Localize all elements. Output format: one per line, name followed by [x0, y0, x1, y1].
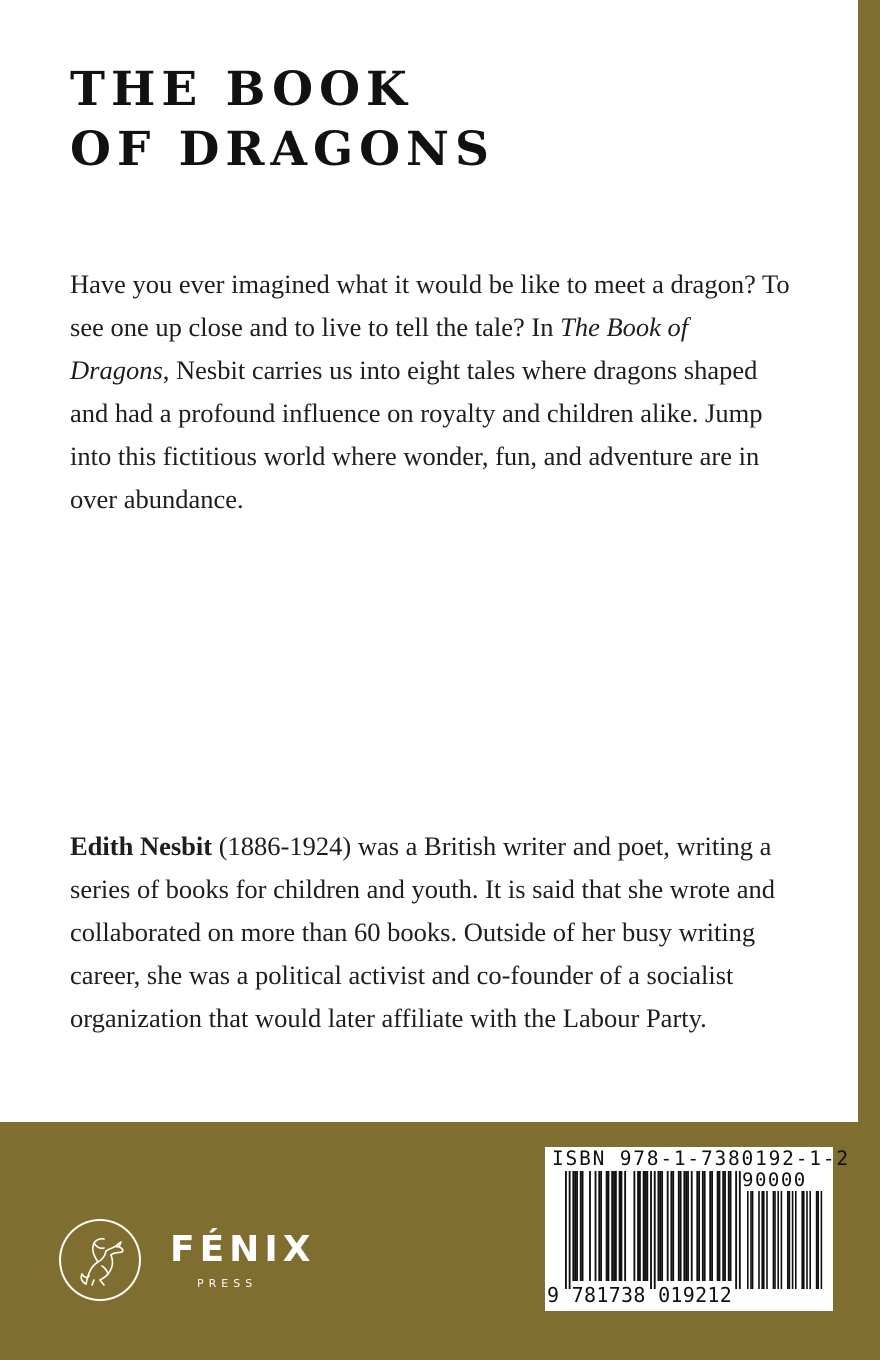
barcode-bar [569, 1171, 571, 1289]
author-bio [70, 825, 790, 1040]
barcode-bar [600, 1171, 602, 1281]
barcode-bar [582, 1171, 584, 1281]
barcode-bar [672, 1171, 674, 1281]
barcode-addon-bar [752, 1191, 754, 1289]
barcode-bar [633, 1171, 635, 1281]
title-line-1: THE BOOK [70, 62, 413, 117]
barcode-bar [678, 1171, 680, 1281]
barcode-addon-bar [809, 1191, 811, 1289]
barcode-addon-bar [816, 1191, 818, 1289]
barcode-bar [687, 1171, 689, 1281]
barcode-addon-bar [777, 1191, 779, 1289]
blurb-book-title: The Book of Dragons [70, 312, 689, 385]
barcode-bar [639, 1171, 641, 1281]
barcode-bar [709, 1171, 711, 1281]
dragon-emblem-icon [58, 1218, 142, 1302]
barcode-bar [739, 1171, 741, 1289]
barcode-bar [613, 1171, 615, 1281]
publisher-name: FÉNIX [170, 1229, 316, 1270]
barcode-addon-bar [763, 1191, 765, 1289]
barcode-addon-bar [773, 1191, 775, 1289]
book-blurb [70, 263, 790, 521]
barcode-addon-bar [766, 1191, 768, 1289]
barcode-bar [565, 1171, 567, 1289]
barcode-bar [719, 1171, 721, 1281]
barcode-bar [730, 1171, 732, 1281]
barcode-bar [595, 1171, 597, 1281]
barcode-addon-bar [795, 1191, 797, 1289]
barcode-addon-bar [803, 1191, 805, 1289]
barcode-bar [650, 1171, 652, 1289]
barcode-addon-bar [787, 1191, 789, 1289]
blurb-text-start: Have you ever imagined what it would be like to meet a dragon? To see one up close and to live to tell the tale? In [70, 269, 790, 342]
barcode-bar [589, 1171, 591, 1281]
barcode-bar [598, 1171, 600, 1281]
barcode-bar [659, 1171, 661, 1281]
barcode-bar [645, 1171, 647, 1281]
barcode-bar [680, 1171, 682, 1281]
barcode-bar [624, 1171, 626, 1281]
barcode-addon-bar [817, 1191, 819, 1289]
barcode-addon-bar [747, 1191, 749, 1289]
barcode-addon-bar [821, 1191, 823, 1289]
barcode-bar [696, 1171, 698, 1281]
isbn-barcode [545, 1147, 850, 1311]
barcode-bar [580, 1171, 582, 1281]
barcode-bar [724, 1171, 726, 1281]
barcode-bar [619, 1171, 621, 1281]
blurb-text-end: , Nesbit carries us into eight tales where dragons shaped and had a profound influence on royalty and children alike. Jump into this fictitious world where wonder, fun, and adventure are in over abundance. [70, 355, 763, 514]
barcode-bar [615, 1171, 617, 1281]
barcode-addon-bar [750, 1191, 752, 1289]
barcode-bar [646, 1171, 648, 1281]
barcode-bar [685, 1171, 687, 1281]
barcode-bar [576, 1171, 578, 1281]
isbn-label: ISBN 978-1-7380192-1-2 [552, 1147, 850, 1170]
barcode-bar [643, 1171, 645, 1281]
barcode-addon-number: 90000 [742, 1169, 807, 1191]
barcode-bar [611, 1171, 613, 1281]
barcode-addon-bar [761, 1191, 763, 1289]
barcode-bar [621, 1171, 623, 1281]
barcode-bar [661, 1171, 663, 1281]
barcode-bar [608, 1171, 610, 1281]
title-line-2: OF DRAGONS [70, 122, 495, 177]
barcode-bar [572, 1171, 574, 1281]
barcode-bar [637, 1171, 639, 1281]
barcode-bar [606, 1171, 608, 1281]
barcode-bar [667, 1171, 669, 1281]
author-name: Edith Nesbit [70, 831, 213, 861]
barcode-bar [717, 1171, 719, 1281]
barcode-bar [691, 1171, 693, 1281]
barcode-bar [728, 1171, 730, 1281]
barcode-addon-bar [789, 1191, 791, 1289]
barcode-bar [722, 1171, 724, 1281]
barcode-addon-bar [806, 1191, 808, 1289]
barcode-bar [735, 1171, 737, 1289]
barcode-addon-bar [801, 1191, 803, 1289]
barcode-bar [574, 1171, 576, 1281]
barcode-number: 9 781738 019212 [547, 1283, 733, 1307]
book-title [70, 60, 495, 180]
barcode-bar [702, 1171, 704, 1281]
publisher-subtitle: PRESS [197, 1277, 258, 1290]
barcode-bar [670, 1171, 672, 1281]
author-bio-text: (1886-1924) was a British writer and poet, writing a series of books for children and youth. It is said that she wrote and collaborated on more than 60 books. Outside of her busy writing career, she was a political activist and co-founder of a socialist organization that would later affiliate with the Labour Party. [70, 831, 776, 1033]
barcode-bar [704, 1171, 706, 1281]
barcode-bar [654, 1171, 656, 1289]
barcode-addon-bar [774, 1191, 776, 1289]
barcode-addon-bar [792, 1191, 794, 1289]
barcode-bar [698, 1171, 700, 1281]
barcode-bar [683, 1171, 685, 1281]
barcode-bar [711, 1171, 713, 1281]
barcode-addon-bar [758, 1191, 760, 1289]
barcode-addon-bar [781, 1191, 783, 1289]
barcode-bar [658, 1171, 660, 1281]
